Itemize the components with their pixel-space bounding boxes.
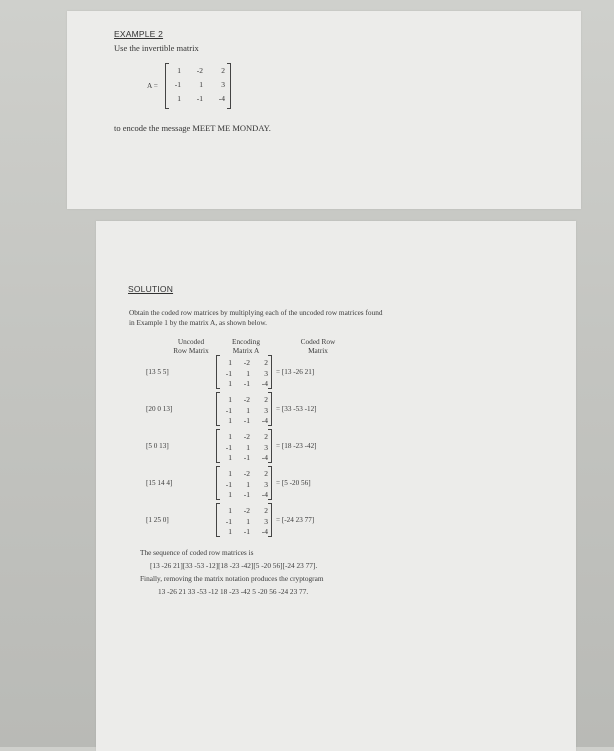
coded-row-matrix: = [-24 23 77] (276, 516, 315, 524)
matrix-cell: -4 (218, 94, 225, 103)
matrix-cell: 1 (228, 379, 232, 388)
matrix-cell: 1 (228, 490, 232, 499)
matrix-cell: -1 (243, 416, 250, 425)
final-label: Finally, removing the matrix notation produces the cryptogram (140, 574, 324, 583)
coded-row-matrix: = [18 -23 -42] (276, 442, 317, 450)
uncoded-row-matrix: [1 25 0] (146, 516, 169, 524)
matrix-bracket-right (268, 392, 272, 426)
matrix-cell: -1 (243, 453, 250, 462)
matrix-cell: 3 (264, 368, 268, 378)
solution-heading: SOLUTION (128, 284, 174, 294)
matrix-cell: 1 (228, 432, 232, 441)
matrix-cell: -1 (225, 368, 232, 378)
solution-intro-line2: in Example 1 by the matrix A, as shown below. (129, 318, 267, 327)
sequence-label: The sequence of coded row matrices is (140, 548, 254, 557)
matrix-cell: 2 (264, 506, 268, 515)
matrix-cell: -2 (243, 506, 250, 515)
matrix-cell: 2 (264, 432, 268, 441)
matrix-cell: 1 (228, 527, 232, 536)
matrix-cell: 1 (228, 416, 232, 425)
matrix-cell: -2 (243, 358, 250, 367)
uncoded-row-matrix: [5 0 13] (146, 442, 169, 450)
matrix-cell: -4 (261, 379, 268, 388)
matrix-cell: 2 (221, 66, 225, 75)
matrix-a (165, 63, 231, 109)
uncoded-row-matrix: [20 0 13] (146, 405, 173, 413)
matrix-cell: 3 (264, 479, 268, 489)
matrix-cell: -1 (243, 527, 250, 536)
matrix-cell: 3 (264, 516, 268, 526)
encoding-matrix (216, 392, 272, 426)
matrix-bracket-right (268, 503, 272, 537)
matrix-cell: 1 (228, 358, 232, 367)
matrix-cell: -4 (261, 453, 268, 462)
matrix-cell: 1 (199, 80, 203, 89)
matrix-cell: -1 (196, 94, 203, 103)
matrix-cell: 1 (228, 395, 232, 404)
matrix-cell: -2 (243, 469, 250, 478)
uncoded-row-matrix: [13 5 5] (146, 368, 169, 376)
matrix-cell: 3 (264, 442, 268, 452)
matrix-cell: 1 (177, 94, 181, 103)
matrix-cell: -4 (261, 416, 268, 425)
col-header-uncoded (161, 337, 221, 355)
matrix-cell: -4 (261, 527, 268, 536)
matrix-cell: 1 (228, 453, 232, 462)
solution-card (96, 221, 576, 751)
matrix-cell: 2 (264, 358, 268, 367)
col-header-encoding (216, 337, 276, 355)
matrix-cell: -1 (225, 405, 232, 415)
matrix-bracket-right (268, 355, 272, 389)
coded-row-matrix: = [33 -53 -12] (276, 405, 317, 413)
matrix-cell: 2 (264, 395, 268, 404)
matrix-cell: 1 (228, 469, 232, 478)
col-header-coded (288, 337, 348, 355)
matrix-cell: 3 (221, 80, 225, 89)
matrix-bracket-right (268, 466, 272, 500)
matrix-cell: 3 (264, 405, 268, 415)
matrix-cell: -1 (243, 379, 250, 388)
matrix-bracket-right (268, 429, 272, 463)
col-header-encoding-line2: Matrix A (232, 346, 260, 355)
matrix-cell: -1 (225, 516, 232, 526)
matrix-cell: 1 (228, 506, 232, 515)
matrix-cell: -2 (196, 66, 203, 75)
coded-row-matrix: = [13 -26 21] (276, 368, 315, 376)
coded-row-matrix: = [5 -20 56] (276, 479, 311, 487)
cryptogram: 13 -26 21 33 -53 -12 18 -23 -42 5 -20 56 -24 23 77. (158, 587, 309, 596)
example-heading: EXAMPLE 2 (114, 29, 164, 39)
matrix-cell: -1 (225, 479, 232, 489)
col-header-coded-line2: Matrix (308, 346, 328, 355)
encoding-matrix (216, 466, 272, 500)
matrix-cell: -4 (261, 490, 268, 499)
matrix-bracket-right (227, 63, 231, 109)
uncoded-row-matrix: [15 14 4] (146, 479, 173, 487)
example-intro: Use the invertible matrix (114, 43, 199, 53)
encoding-matrix (216, 429, 272, 463)
solution-intro-line1: Obtain the coded row matrices by multiplying each of the uncoded row matrices found (129, 308, 383, 317)
matrix-cell: 1 (246, 479, 250, 489)
example-outro: to encode the message MEET ME MONDAY. (114, 123, 271, 133)
example-card (67, 11, 581, 209)
matrix-cell: 1 (246, 368, 250, 378)
matrix-cell: 1 (246, 442, 250, 452)
matrix-cell: 2 (264, 469, 268, 478)
encoding-matrix (216, 355, 272, 389)
matrix-cell: -1 (243, 490, 250, 499)
col-header-uncoded-line2: Row Matrix (173, 346, 209, 355)
col-header-encoding-line1: Encoding (232, 337, 260, 346)
sequence: [13 -26 21][33 -53 -12][18 -23 -42][5 -20 56][-24 23 77]. (150, 561, 318, 570)
matrix-cell: 1 (177, 66, 181, 75)
matrix-cell: -2 (243, 432, 250, 441)
col-header-coded-line1: Coded Row (300, 337, 336, 346)
matrix-cell: 1 (246, 516, 250, 526)
matrix-cell: -1 (174, 80, 181, 89)
matrix-cell: -1 (225, 442, 232, 452)
matrix-cell: -2 (243, 395, 250, 404)
encoding-matrix (216, 503, 272, 537)
matrix-cell: 1 (246, 405, 250, 415)
col-header-uncoded-line1: Uncoded (177, 337, 205, 346)
matrix-label: A = (147, 81, 158, 90)
